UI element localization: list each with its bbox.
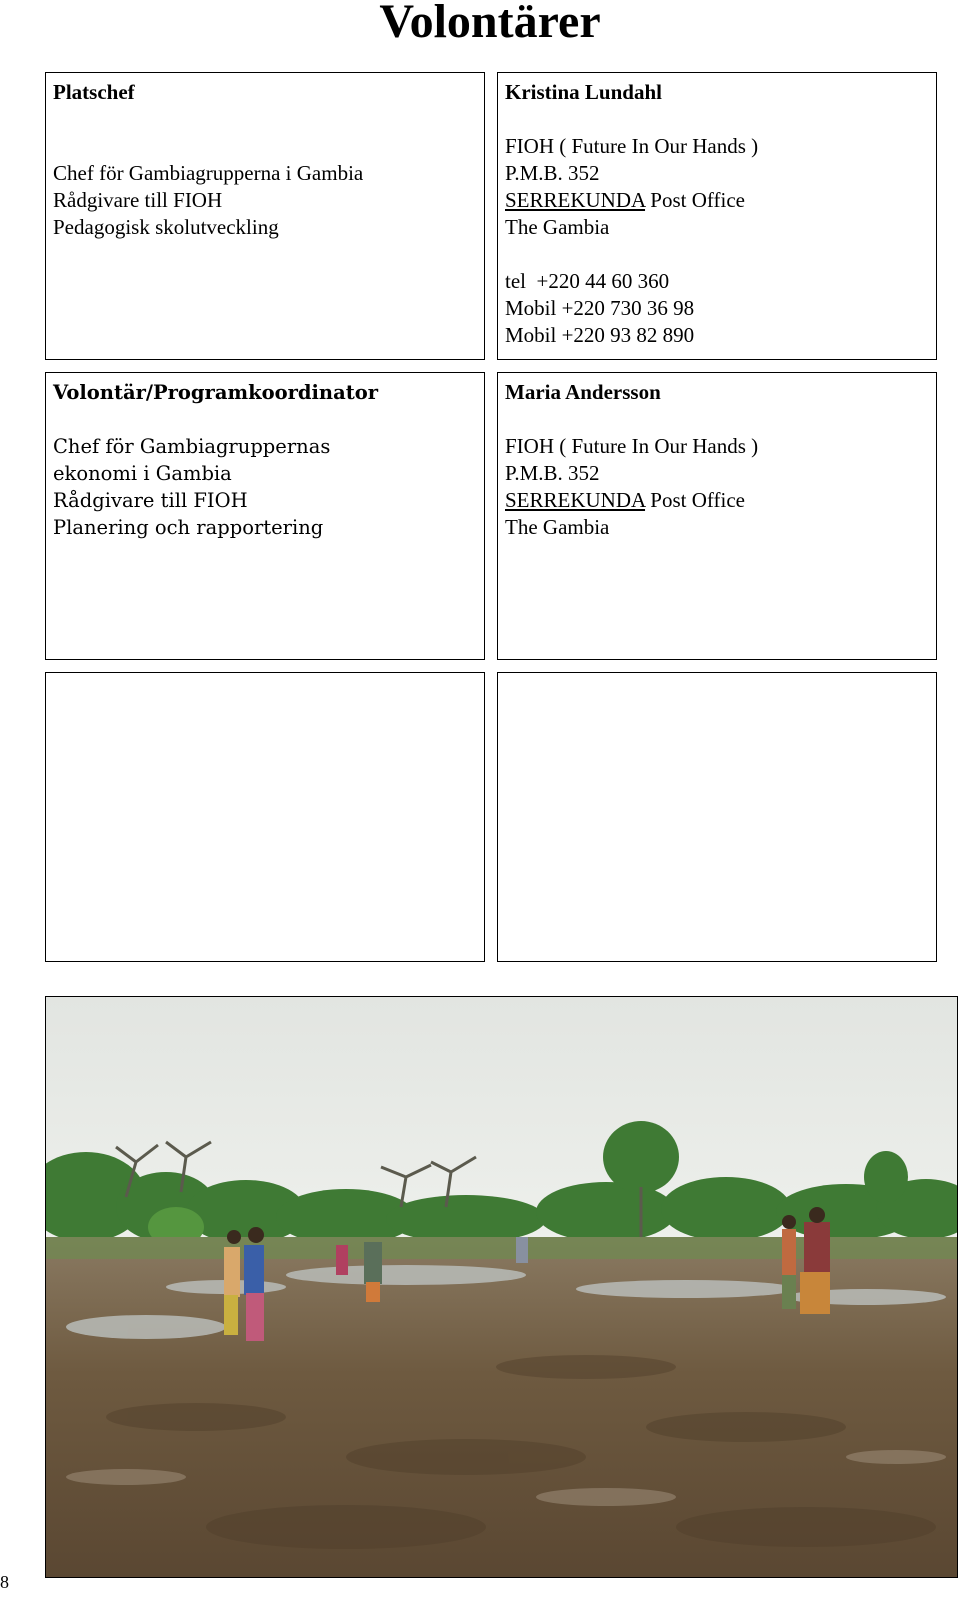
city-name: SERREKUNDA <box>505 188 646 212</box>
card-empty-left <box>45 672 485 962</box>
card-line: Rådgivare till FIOH <box>53 489 248 512</box>
phone-line: Mobil +220 93 82 890 <box>505 323 695 347</box>
card-line: Planering och rapportering <box>53 516 324 539</box>
org-name: FIOH ( Future In Our Hands ) <box>505 434 759 458</box>
card-line: ekonomi i Gambia <box>53 462 232 485</box>
card-line: Chef för Gambiagrupperna i Gambia <box>53 161 364 185</box>
city-name: SERREKUNDA <box>505 488 646 512</box>
page-number: 8 <box>0 1572 9 1592</box>
card-heading: Kristina Lundahl <box>505 80 662 104</box>
postal-box: P.M.B. 352 <box>505 461 600 485</box>
postal-box: P.M.B. 352 <box>505 161 600 185</box>
field-photo <box>45 996 958 1578</box>
card-heading: Platschef <box>53 80 135 104</box>
field-landscape-image <box>46 997 958 1578</box>
card-empty-right <box>497 672 937 962</box>
card-heading: Volontär/Programkoordinator <box>53 381 379 404</box>
phone-line: Mobil +220 730 36 98 <box>505 296 695 320</box>
phone-line: tel +220 44 60 360 <box>505 269 670 293</box>
card-heading: Maria Andersson <box>505 380 661 404</box>
org-name: FIOH ( Future In Our Hands ) <box>505 134 759 158</box>
card-kristina-lundahl <box>497 72 937 360</box>
card-maria-andersson <box>497 372 937 660</box>
card-platschef <box>45 72 485 360</box>
post-office: SERREKUNDA Post Office <box>505 488 745 512</box>
country: The Gambia <box>505 515 610 539</box>
card-line: Pedagogisk skolutveckling <box>53 215 279 239</box>
country: The Gambia <box>505 215 610 239</box>
post-office: SERREKUNDA Post Office <box>505 188 745 212</box>
card-line: Chef för Gambiagruppernas <box>53 435 331 458</box>
card-programkoordinator <box>45 372 485 660</box>
page-title: Volontärer <box>379 0 601 48</box>
card-line: Rådgivare till FIOH <box>53 188 223 212</box>
